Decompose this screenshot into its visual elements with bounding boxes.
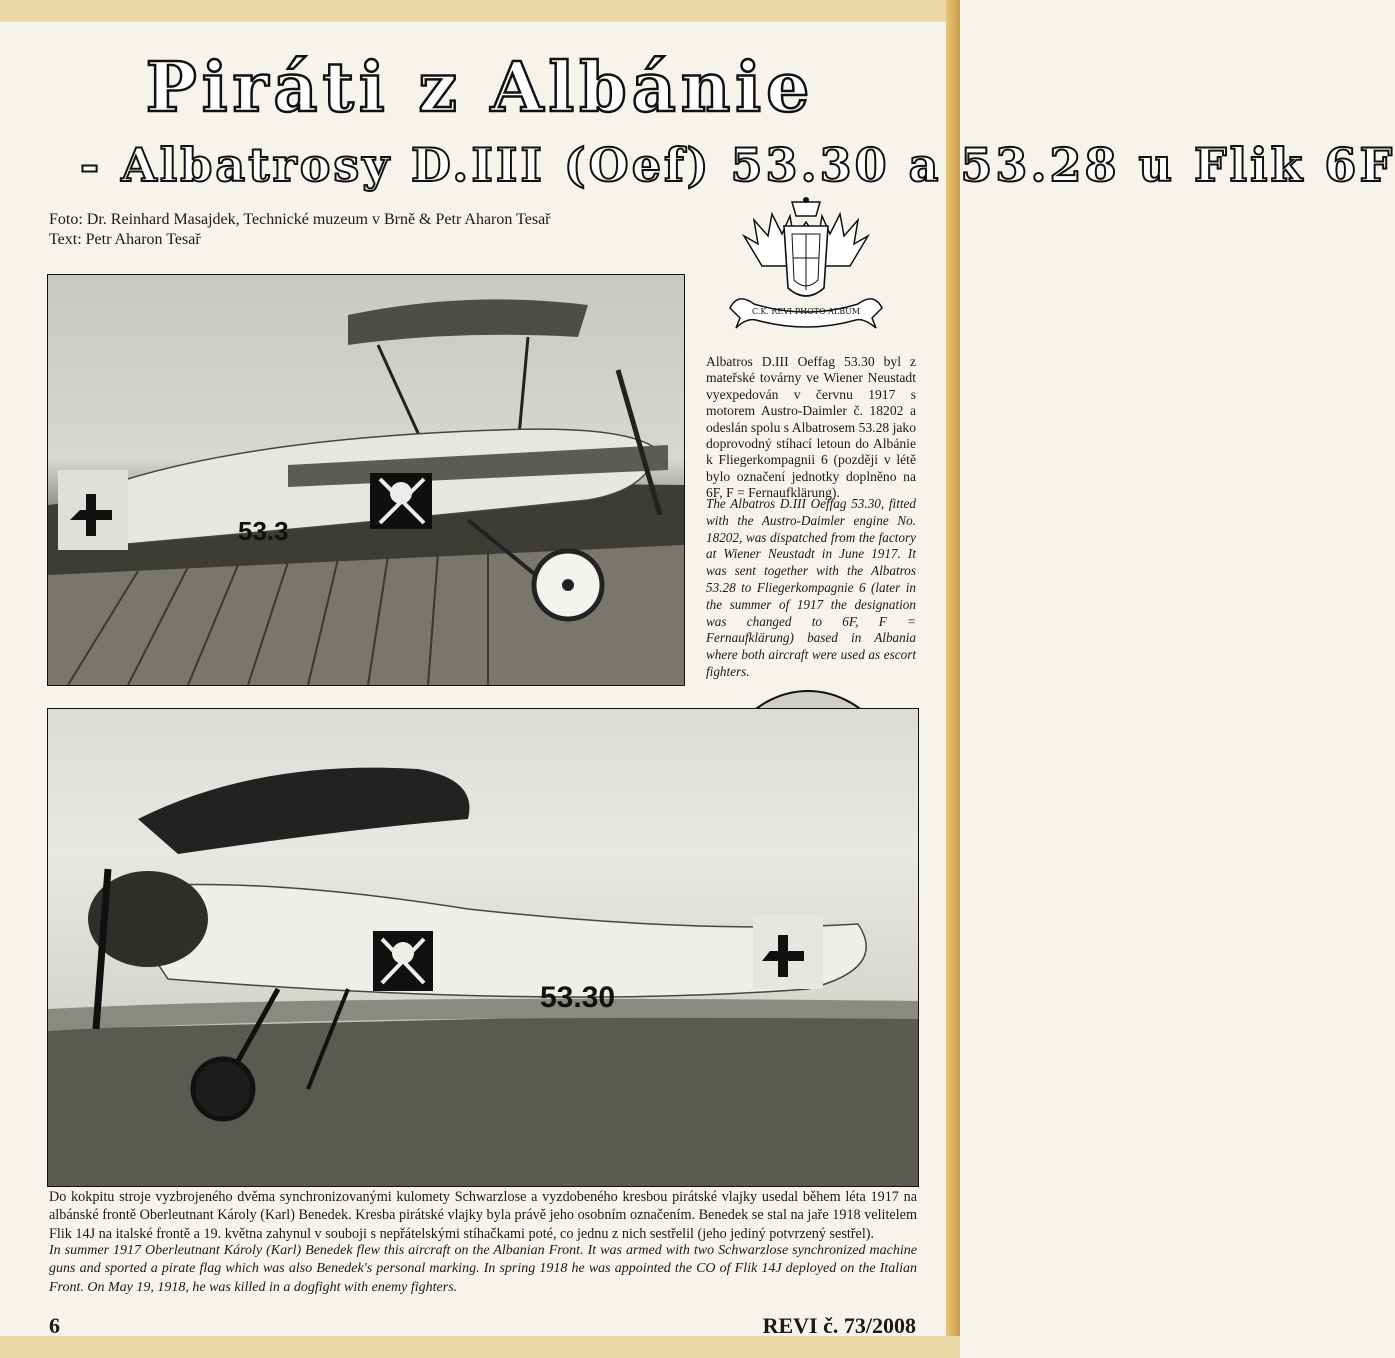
bottom-text-czech: Do kokpitu stroje vyzbrojeného dvěma synchronizovanými kulomety Schwarzlose a vyzdobeného kresbou pirátské vlajky usedal během léta 1917 na albánské frontě Oberleutnant Károly (Karl) Benedek. Kresba pirátské vlajky byla právě jeho osobním označením. Benedek se stal na jaře 1918 velitelem Flik 14J na italské frontě a 19. května zahynul v souboji s nepřátelskými stíhačkami poté, co jednu z nich sestřelil (jeho jediný potvrzený sestřel). <box>49 1189 917 1242</box>
page-number: 6 <box>49 1313 60 1338</box>
caption-czech: Albatros D.III Oeffag 53.30 byl z mateřské továrny ve Wiener Neustadt vyexpedován v červnu 1917 s motorem Austro-Daimler č. 18202 a odeslán spolu s Albatrosem 53.28 jako doprovodný stíhací letoun do Albánie k Fliegerkompagnii 6 (později v létě bylo označení jednotky doplněno na 6F, F = Fernaufklärung). <box>706 354 916 501</box>
caption-english: The Albatros D.III Oeffag 53.30, fitted with the Austro-Daimler engine No. 18202, was dispatched from the factory at Wiener Neustadt in June 1917. It was sent together with the Albatros 53.28 to Fliegerkompagnie 6 (later in the summer of 1917 the designation was changed to 6F, F = Fernaufklärung) based in Albania where both aircraft were used as escort fighters. <box>706 496 916 679</box>
bottom-color-bar <box>0 1336 960 1358</box>
fuselage-number: 53.3 <box>238 516 289 546</box>
text-credit: Text: Petr Aharon Tesař <box>49 231 201 248</box>
revi-photo-album-emblem <box>724 196 888 332</box>
bottom-text-english: In summer 1917 Oberleutnant Károly (Karl) Benedek flew this aircraft on the Albanian Front. It was armed with two Schwarzlose synchronized machine guns and sported a pirate flag which was also Benedek's personal marking. In spring 1918 he was appointed the CO of Flik 14J deployed on the Italian Front. On May 19, 1918, he was killed in a dogfight with enemy fighters. <box>49 1243 917 1295</box>
photo-credit: Foto: Dr. Reinhard Masajdek, Technické muzeum v Brně & Petr Aharon Tesař <box>49 211 551 228</box>
photo-aircraft-front-quarter <box>47 708 919 1187</box>
article-title: Piráti z Albánie <box>145 48 815 128</box>
emblem-label: C.K. REVI PHOTO ALBUM <box>751 307 861 316</box>
photo-aircraft-side-view <box>47 274 685 686</box>
right-edge-strip <box>946 0 960 1358</box>
fuselage-number: 53.30 <box>540 981 616 1014</box>
article-subtitle: - Albatrosy D.III (Oef) 53.30 a 53.28 u Flik 6F <box>80 138 1395 192</box>
top-color-bar <box>0 0 960 22</box>
issue-label: REVI č. 73/2008 <box>762 1313 916 1338</box>
